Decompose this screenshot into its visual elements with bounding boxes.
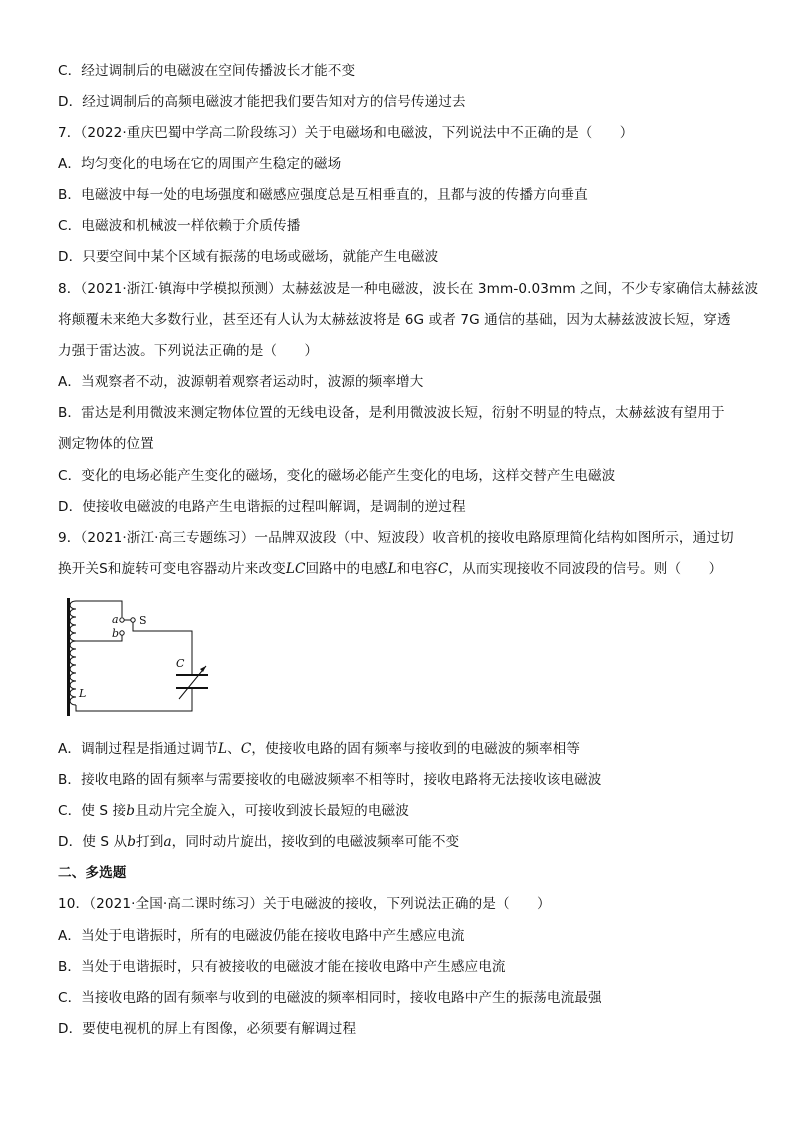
q8-option-c: C．变化的电场必能产生变化的磁场，变化的磁场必能产生变化的电场，这样交替产生电磁波	[58, 468, 616, 484]
q9-symbol-l: L	[218, 741, 228, 757]
q9-symbol-c: C	[437, 561, 449, 577]
q7-option-c: C．电磁波和机械波一样依赖于介质传播	[58, 218, 301, 234]
q9-symbol-b: b	[127, 834, 137, 850]
q10-option-c: C．当接收电路的固有频率与收到的电磁波的频率相同时，接收电路中产生的振荡电流最强	[58, 990, 602, 1006]
label-a: a	[112, 613, 119, 626]
q9-stem-text: ，从而实现接收不同波段的信号。则（ ）	[448, 561, 723, 577]
q8-option-a: A．当观察者不动，波源朝着观察者运动时，波源的频率增大	[58, 374, 424, 390]
q9-symbol-b: b	[126, 803, 136, 819]
q9-option-b: B．接收电路的固有频率与需要接收的电磁波频率不相等时，接收电路将无法接收该电磁波	[58, 772, 602, 788]
q9-option-d-text: ，同时动片旋出，接收到的电磁波频率可能不变	[171, 834, 460, 850]
q9-option-c-text: C．使 S 接	[58, 803, 127, 819]
label-l: L	[79, 687, 87, 700]
q9-stem-text: 换开关S和旋转可变电容器动片来改变	[58, 561, 286, 577]
label-s: S	[139, 614, 147, 627]
q8-option-b-line2: 测定物体的位置	[58, 436, 154, 452]
q9-option-a-text: ，使接收电路的固有频率与接收到的电磁波的频率相等	[251, 741, 581, 757]
arrow-head-icon	[200, 666, 206, 672]
q7-option-a: A．均匀变化的电场在它的周围产生稳定的磁场	[58, 156, 342, 172]
q9-option-a	[58, 740, 580, 758]
q9-stem-text: 和电容	[396, 561, 438, 577]
q8-stem-line3: 力强于雷达波。下列说法正确的是（ ）	[58, 343, 319, 359]
q10-stem: 10．（2021·全国·高二课时练习）关于电磁波的接收，下列说法正确的是（ ）	[58, 896, 551, 912]
q9-symbol-a: a	[163, 834, 172, 850]
switch-pivot	[131, 618, 135, 622]
q9-stem-line2	[58, 560, 722, 578]
inductor-coil	[70, 601, 76, 705]
section-title-multiple-choice: 二、多选题	[58, 865, 127, 881]
q9-option-d-text: D．使 S 从	[58, 834, 128, 850]
q8-stem-line2: 将颠覆未来绝大多数行业，甚至还有人认为太赫兹波将是 6G 或者 7G 通信的基础，因为太赫兹波波长短，穿透	[58, 312, 731, 328]
wire-capacitor-to-coil	[76, 688, 192, 711]
q10-option-d: D．要使电视机的屏上有图像，必须要有解调过程	[58, 1021, 357, 1037]
q9-option-c-text: 且动片完全旋入，可接收到波长最短的电磁波	[135, 803, 409, 819]
q9-option-d	[58, 833, 459, 851]
terminal-b	[120, 631, 124, 635]
inductor-core	[67, 598, 70, 716]
q9-option-c	[58, 802, 409, 820]
q10-option-a: A．当处于电谐振时，所有的电磁波仍能在接收电路中产生感应电流	[58, 928, 465, 944]
q9-stem-line1: 9．（2021·浙江·高三专题练习）一品牌双波段（中、短波段）收音机的接收电路原理简化结构如图所示，通过切	[58, 530, 734, 546]
q7-option-d: D．只要空间中某个区域有振荡的电场或磁场，就能产生电磁波	[58, 249, 439, 265]
q9-option-a-sep: 、	[227, 741, 241, 757]
q10-option-b: B．当处于电谐振时，只有被接收的电磁波才能在接收电路中产生感应电流	[58, 959, 506, 975]
q9-option-a-text: A．调制过程是指通过调节	[58, 741, 219, 757]
q8-option-b-line1: B．雷达是利用微波来测定物体位置的无线电设备，是利用微波波长短，衍射不明显的特点，太赫兹波有望用于	[58, 405, 725, 421]
lc-circuit-diagram	[58, 595, 228, 723]
label-c: C	[176, 657, 185, 670]
q8-option-d: D．使接收电磁波的电路产生电谐振的过程叫解调，是调制的逆过程	[58, 499, 466, 515]
q6-option-d: D．经过调制后的高频电磁波才能把我们要告知对方的信号传递过去	[58, 94, 466, 110]
q9-option-d-text: 打到	[136, 834, 164, 850]
terminal-a	[120, 618, 124, 622]
q9-stem-text: 回路中的电感	[305, 561, 388, 577]
q7-stem: 7．（2022·重庆巴蜀中学高二阶段练习）关于电磁场和电磁波，下列说法中不正确的是（ ）	[58, 125, 634, 141]
label-b: b	[112, 627, 120, 640]
q9-symbol-c: C	[240, 741, 252, 757]
q9-symbol-l: L	[387, 561, 397, 577]
q6-option-c: C．经过调制后的电磁波在空间传播波长才能不变	[58, 63, 356, 79]
q7-option-b: B．电磁波中每一处的电场强度和磁感应强度总是互相垂直的，且都与波的传播方向垂直	[58, 187, 588, 203]
q9-symbol-lc: LC	[285, 561, 306, 577]
q8-stem-line1: 8．（2021·浙江·镇海中学模拟预测）太赫兹波是一种电磁波，波长在 3mm-0.03mm 之间，不少专家确信太赫兹波	[58, 281, 759, 297]
